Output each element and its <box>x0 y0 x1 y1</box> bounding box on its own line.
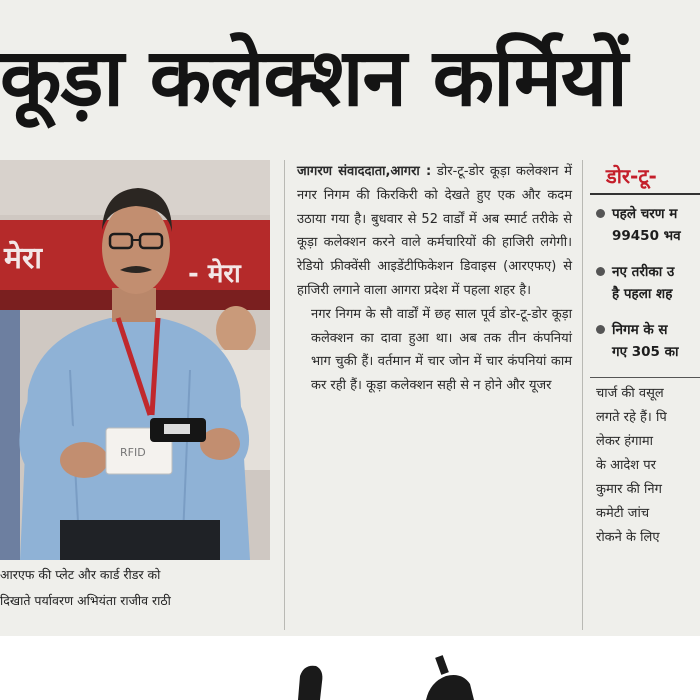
bullet-icon <box>596 325 605 334</box>
list-item: निगम के स गए 305 का <box>590 319 700 363</box>
cropped-headline-glyphs <box>0 636 700 700</box>
news-photo <box>0 160 270 560</box>
headline: कूड़ा कलेक्शन कर्मियों <box>0 31 627 124</box>
caption-line: दिखाते पर्यावरण अभियंता राजीव राठी <box>0 593 171 608</box>
svg-text:RFID: RFID <box>120 446 146 459</box>
article-text: डोर-टू-डोर कूड़ा कलेक्शन में नगर निगम की किरकिरी को देखते हुए एक और कदम उठाया गया है। बुधवार से 52 वार्डों में अब स्मार्ट तरीके से कूड़ा कलेक्शन करने वाले कर्मचारियों की हाजिरी लगेगी। रेडियो फ्रीक्वेंसी आइडेंटीफिकेशन डिवाइस (आरएफए) से हाजिरी लगाने वाला आगरा प्रदेश में पहला शहर है। <box>297 164 572 298</box>
column-rule <box>284 160 285 630</box>
list-item: नए तरीका उ है पहला शह <box>590 261 700 305</box>
sidebar-body: चार्ज की वसूल लगते रहे हैं। पि लेकर हंगामा के आदेश पर कुमार की निग कमेटी जांच रोकने के लिए <box>596 386 667 545</box>
banner-text-right: - मेरा <box>188 259 241 289</box>
photo-caption <box>0 562 280 622</box>
article-body <box>297 160 572 630</box>
caption-line: आरएफ की प्लेट और कार्ड रीडर को <box>0 567 161 582</box>
article-paragraph: नगर निगम के सौ वार्डों में छह साल पूर्व डोर-टू-डोर कूड़ा कलेक्शन का दावा हुआ था। अब तक तीन कंपनियां भाग चुकी हैं। वर्तमान में चार जोन में चार कंपनियां काम कर रही हैं। कूड़ा कलेक्शन सही से न होने और यूजर <box>311 306 572 394</box>
bullet-icon <box>596 209 605 218</box>
sidebar-rule <box>590 193 700 195</box>
bullet-icon <box>596 267 605 276</box>
list-item: पहले चरण म 99450 भव <box>590 203 700 247</box>
sidebar-divider <box>590 377 700 378</box>
banner-text-left: मेरा <box>4 241 42 276</box>
engineer-photo <box>0 160 270 560</box>
article-paragraph <box>297 160 572 303</box>
sidebar-box <box>590 160 700 630</box>
sidebar-title: डोर-टू- <box>606 164 657 188</box>
column-rule <box>582 160 583 630</box>
byline: जागरण संवाददाता,आगरा : <box>297 164 432 179</box>
next-clipping-band <box>0 636 700 700</box>
sidebar-bullets <box>590 203 700 363</box>
